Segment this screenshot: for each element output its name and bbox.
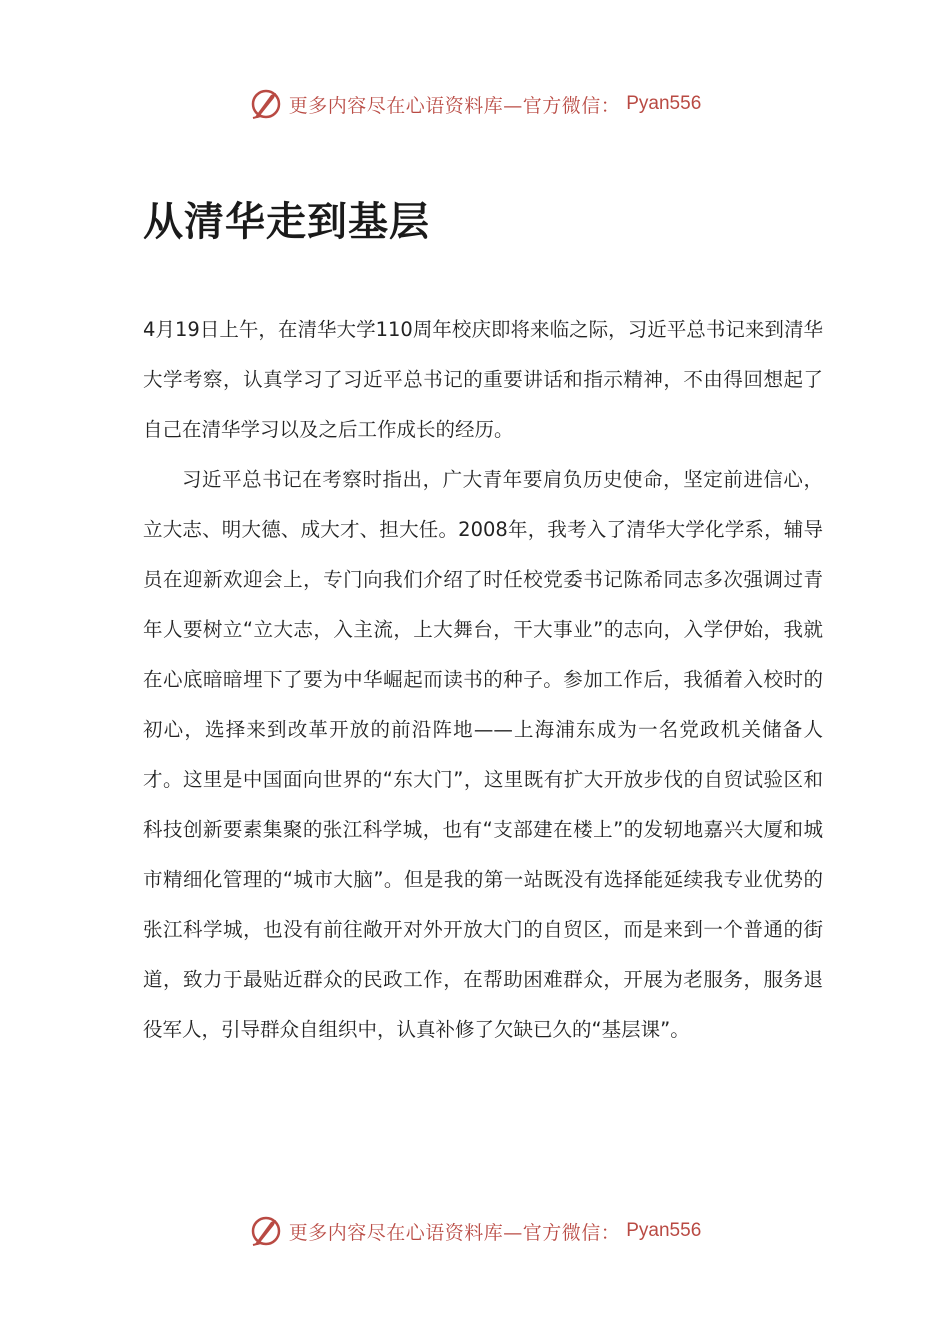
header-watermark-banner <box>0 84 950 124</box>
footer-banner-handle: Pyan556 <box>626 1220 702 1241</box>
document-title: 从清华走到基层 <box>143 199 430 245</box>
quill-logo-icon <box>249 1214 283 1248</box>
paragraph-1: 4月19日上午，在清华大学110周年校庆即将来临之际，习近平总书记来到清华大学考察，认真学习了习近平总书记的重要讲话和指示精神，不由得回想起了自己在清华学习以及之后工作成长的经历。 <box>143 318 823 441</box>
header-banner-text: 更多内容尽在心语资料库—官方微信： <box>288 94 621 117</box>
document-body <box>143 305 823 1055</box>
header-banner-handle: Pyan556 <box>626 93 702 114</box>
quill-logo-icon <box>249 87 283 121</box>
footer-banner-text: 更多内容尽在心语资料库—官方微信： <box>288 1221 621 1244</box>
footer-watermark-banner <box>0 1211 950 1251</box>
paragraph-2: 习近平总书记在考察时指出，广大青年要肩负历史使命，坚定前进信心，立大志、明大德、成大才、担大任。2008年，我考入了清华大学化学系，辅导员在迎新欢迎会上，专门向我们介绍了时任校党委书记陈希同志多次强调过青年人要树立“立大志，入主流，上大舞台，干大事业”的志向，入学伊始，我就在心底暗暗埋下了要为中华崛起而读书的种子。参加工作后，我循着入校时的初心，选择来到改革开放的前沿阵地——上海浦东成为一名党政机关储备人才。这里是中国面向世界的“东大门”，这里既有扩大开放步伐的自贸试验区和科技创新要素集聚的张江科学城，也有“支部建在楼上”的发轫地嘉兴大厦和城市精细化管理的“城市大脑”。但是我的第一站既没有选择能延续我专业优势的张江科学城，也没有前往敞开对外开放大门的自贸区，而是来到一个普通的街道，致力于最贴近群众的民政工作，在帮助困难群众，开展为老服务，服务退役军人，引导群众自组织中，认真补修了欠缺已久的“基层课”。 <box>143 468 823 1041</box>
